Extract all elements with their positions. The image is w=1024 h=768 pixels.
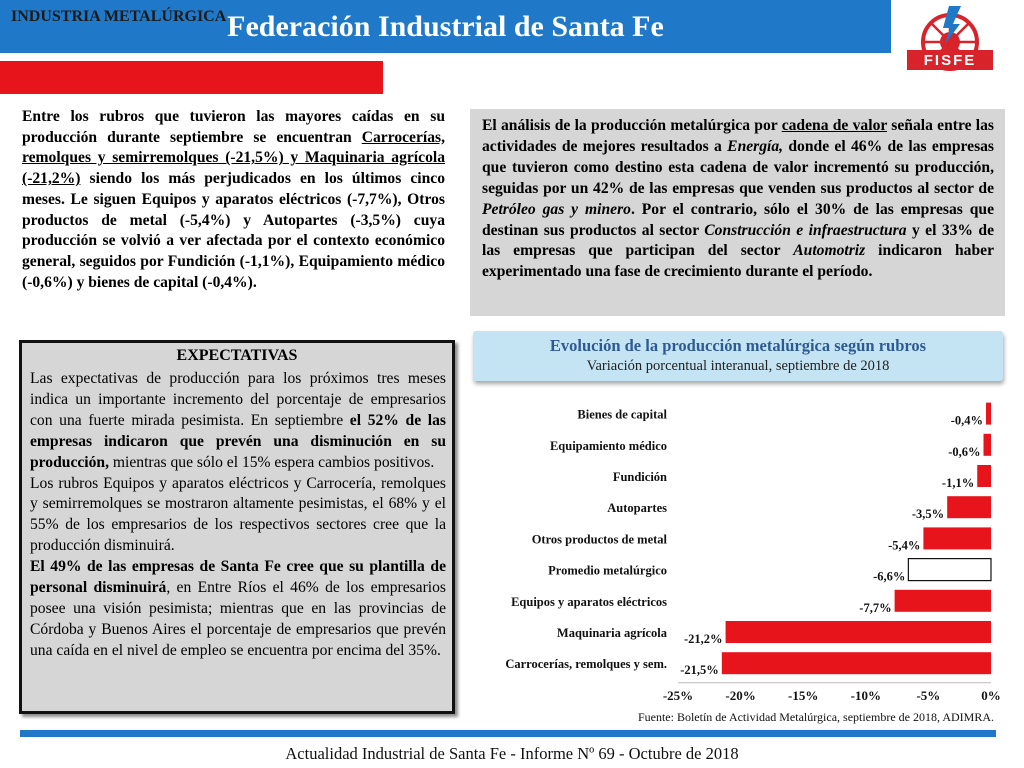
data-label-fundicion: -1,1% — [941, 476, 975, 490]
expectativas-text-1: Las expectativas de producción para los próximos tres meses indica un importante incremento del porcentaje de empresarios con una fuerte mirada pesimista. En septiembre — [30, 370, 446, 429]
data-label-bienes-de-capital: -0,4% — [950, 413, 983, 428]
analysis-text-2: señala entre las actividades de mejores resultados a — [482, 117, 994, 155]
category-label-equipos-y-aparatos-electricos: Equipos y aparatos eléctricos — [511, 594, 667, 609]
bar-equipamiento-medico — [983, 434, 991, 456]
section-tag — [0, 61, 383, 94]
analysis-italic-petroleo: Petróleo gas y minero — [482, 200, 631, 218]
data-label-promedio-metalurgico: -6,6% — [873, 569, 906, 584]
bar-bienes-de-capital — [986, 403, 991, 425]
expectativas-bold-1: el 52% de las empresas indicaron que prevén una disminución en su producción, — [30, 411, 446, 471]
analysis-text-3: donde el 46% de las empresas que tuvieron como destino esta cadena de valor incrementó su producción, seguidas por un 42% de las empresas que venden sus productos al sector de — [482, 137, 994, 197]
analysis-italic-automotriz: Automotriz — [793, 242, 866, 260]
category-label-fundicion: Fundición — [612, 470, 667, 484]
category-label-bienes-de-capital: Bienes de capital — [577, 407, 667, 422]
category-label-equipamiento-medico: Equipamiento médico — [549, 438, 667, 453]
left-summary-paragraph — [22, 107, 445, 293]
expectativas-text-2: mientras que sólo el 15% espera cambios positivos. — [109, 453, 435, 471]
data-label-maquinaria-agricola: -21,2% — [684, 632, 723, 646]
category-label-autopartes: Autopartes — [607, 501, 667, 516]
expectativas-title: EXPECTATIVAS — [176, 347, 298, 364]
x-tick-label: -20% — [725, 687, 756, 703]
bar-carrocerias-remolques-y-sem — [722, 652, 991, 674]
bar-promedio-metalurgico — [908, 559, 991, 581]
expectativas-text-3: , en Entre Ríos el 46% de los empresarios posee una visión pesimista; mientras que en las provincias de Córdoba y Buenos Aires el porcentaje de empresarios que prevén una caída en el nivel de empleo se encuentra por encima del 35%. — [30, 579, 446, 659]
analysis-text-1: El análisis de la producción metalúrgica por — [482, 117, 782, 134]
analysis-text-6: indicaron haber experimentado una fase de crecimiento durante el período. — [482, 242, 994, 281]
expectativas-bold-2: El 49% de las empresas de Santa Fe cree que su plantilla de personal disminuirá — [30, 558, 446, 597]
x-tick-label: -5% — [916, 687, 941, 703]
category-label-otros-productos-de-metal: Otros productos de metal — [531, 532, 667, 547]
section-tag-label: INDUSTRIA METALÚRGICA — [11, 8, 227, 25]
category-label-maquinaria-agricola: Maquinaria agrícola — [556, 626, 667, 640]
chart-source: Fuente: Boletín de Actividad Metalúrgica, septiembre de 2018, ADIMRA. — [637, 710, 994, 724]
bar-fundicion — [977, 465, 991, 487]
x-tick-label: -10% — [850, 687, 881, 703]
bar-maquinaria-agricola — [726, 621, 991, 643]
data-label-autopartes: -3,5% — [911, 507, 945, 522]
logo-text: FISFE — [923, 52, 977, 69]
bar-chart — [470, 390, 1010, 720]
footer-line — [20, 730, 996, 737]
x-tick-label: 0% — [981, 687, 1001, 703]
analysis-text-4: . Por el contrario, sólo el 30% de las empresas que destinan sus productos al sector — [482, 200, 994, 239]
analysis-paragraph — [482, 116, 994, 283]
analysis-italic-construccion: Construcción e infraestructura — [704, 221, 907, 239]
left-summary-text-1: Entre los rubros que tuvieron las mayores caídas en su producción durante septiembre se encuentran — [22, 108, 445, 146]
fisfe-logo-icon — [905, 4, 995, 86]
bar-equipos-y-aparatos-electricos — [895, 590, 991, 612]
analysis-underlined: cadena de valor — [781, 117, 888, 134]
category-label-carrocerias-remolques-y-sem: Carrocerías, remolques y sem. — [505, 657, 667, 672]
left-summary-text-2: siendo los más perjudicados en los últimos cinco meses. Le siguen Equipos y aparatos eléctricos (-7,7%), Otros productos de metal (-5,4%) y Autopartes (-3,5%) cuya producción se volvió a ver afectada por el contexto económico general, seguidos por Fundición (-1,1%), Equipamiento médico (-0,6%) y bienes de capital (-0,4%). — [22, 170, 445, 291]
expectativas-text — [30, 369, 446, 662]
page-title: Federación Industrial de Santa Fe — [227, 10, 664, 43]
footer-text: Actualidad Industrial de Santa Fe - Informe Nº 69 - Octubre de 2018 — [285, 744, 739, 763]
chart-subtitle: Variación porcentual interanual, septiembre de 2018 — [586, 358, 890, 374]
bar-otros-productos-de-metal — [923, 527, 991, 549]
data-label-otros-productos-de-metal: -5,4% — [888, 538, 921, 553]
x-tick-label: -15% — [788, 687, 819, 703]
data-label-equipos-y-aparatos-electricos: -7,7% — [859, 600, 892, 615]
chart-title: Evolución de la producción metalúrgica según rubros — [549, 336, 927, 355]
data-label-equipamiento-medico: -0,6% — [948, 444, 981, 459]
expectativas-paragraph-2: Los rubros Equipos y aparatos eléctricos y Carrocería, remolques y semirremolques se mostraron altamente pesimistas, el 68% y el 55% de los empresarios de los respectivos sectores cree que la producción disminuirá. — [30, 474, 446, 555]
left-summary-underlined: Carrocerías, remolques y semirremolques (-21,5%) y Maquinaria agrícola (-21,2%) — [22, 128, 445, 188]
category-label-promedio-metalurgico: Promedio metalúrgico — [548, 563, 667, 578]
bar-autopartes — [947, 496, 991, 518]
analysis-italic-energia: Energía, — [727, 137, 784, 155]
x-tick-label: -25% — [662, 687, 694, 703]
data-label-carrocerias-remolques-y-sem: -21,5% — [680, 663, 719, 678]
analysis-text-5: y el 33% de las empresas que participan del sector — [482, 221, 994, 260]
